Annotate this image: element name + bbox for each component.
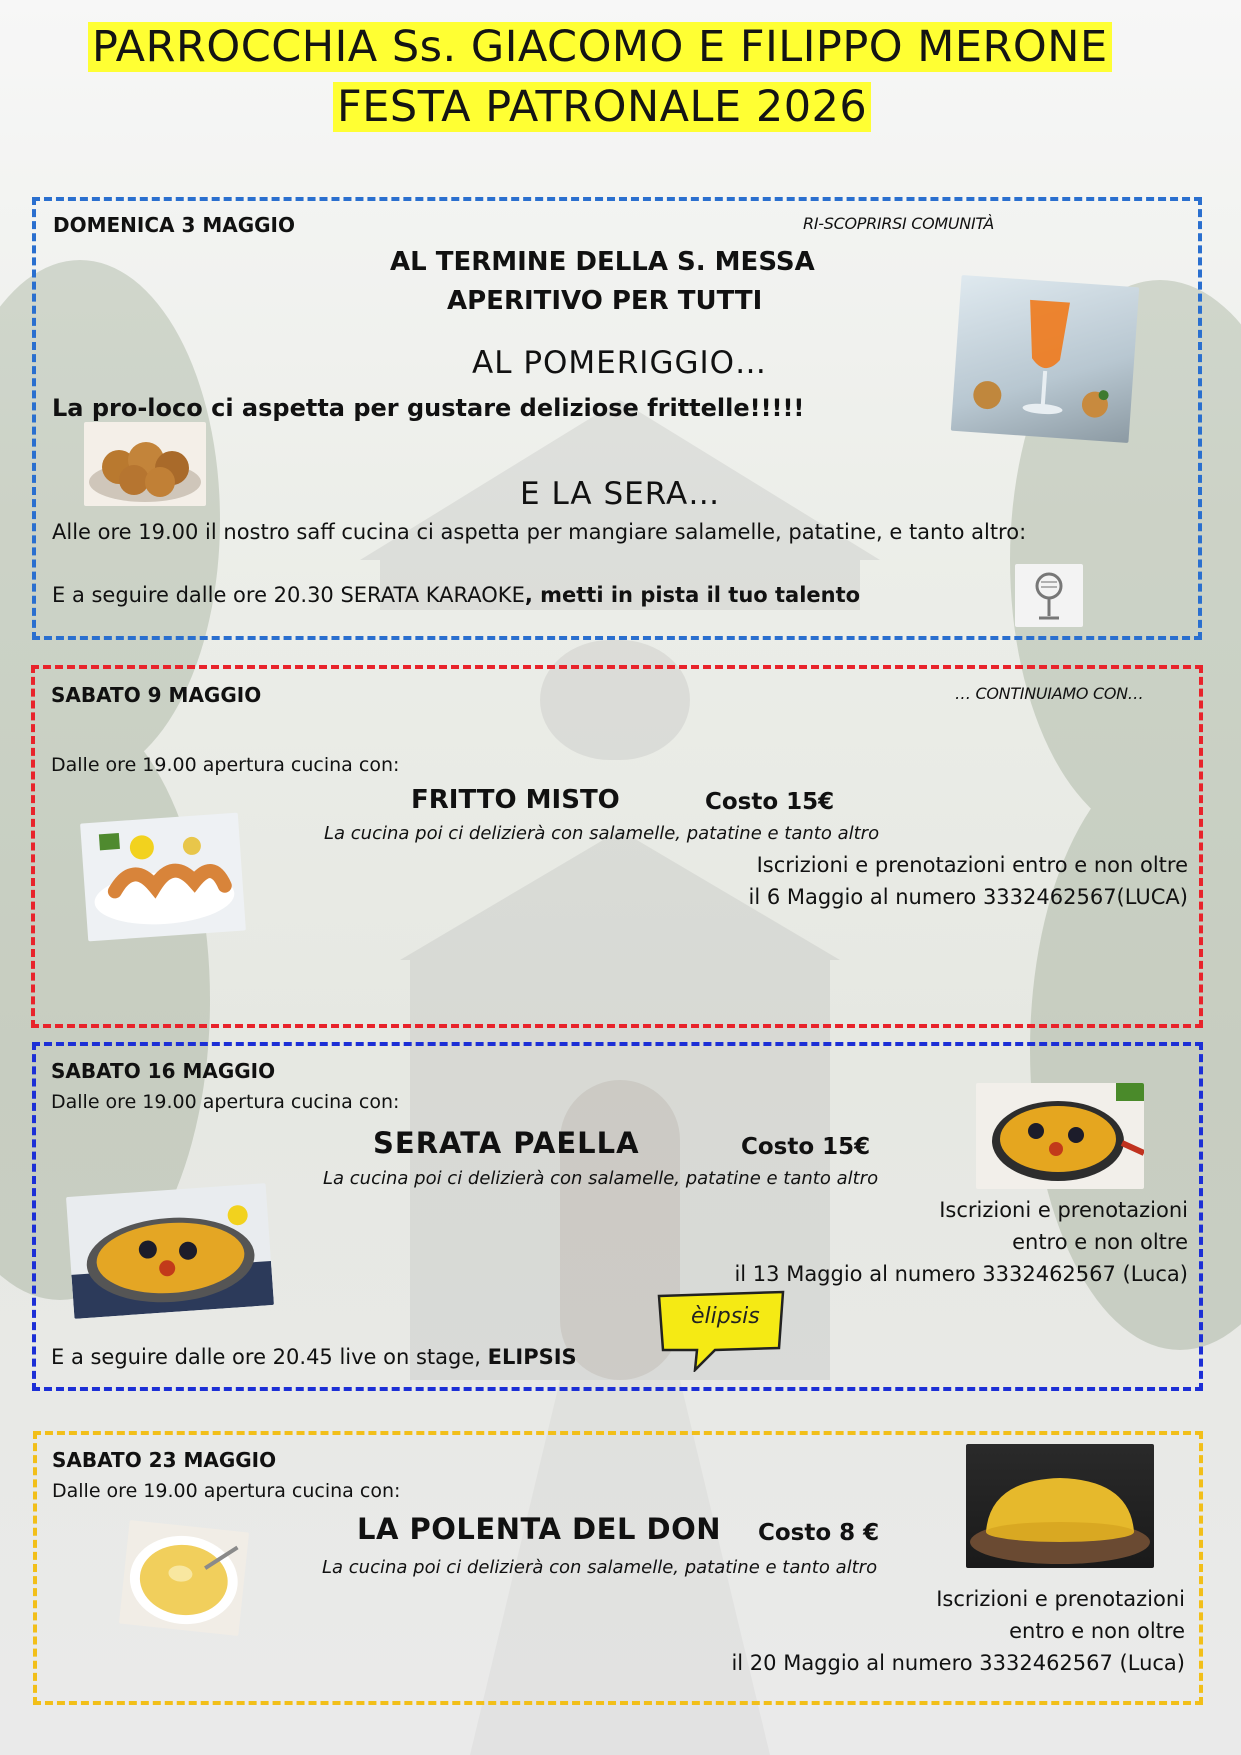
event-intro: Dalle ore 19.00 apertura cucina con: xyxy=(51,754,400,776)
event-date: SABATO 23 MAGGIO xyxy=(52,1448,277,1472)
dish-name: LA POLENTA DEL DON xyxy=(357,1512,722,1546)
event-extra: La cucina poi ci delizierà con salamelle, patatine e tanto altro xyxy=(323,1168,879,1189)
booking-text: Iscrizioni e prenotazioni xyxy=(936,1587,1185,1611)
paella-image xyxy=(976,1083,1144,1189)
event-heading: APERITIVO PER TUTTI xyxy=(447,286,763,316)
dish-name: SERATA PAELLA xyxy=(373,1126,640,1160)
event-intro: Dalle ore 19.00 apertura cucina con: xyxy=(52,1480,401,1502)
event-intro: Dalle ore 19.00 apertura cucina con: xyxy=(51,1091,400,1113)
event-extra: La cucina poi ci delizierà con salamelle, patatine e tanto altro xyxy=(322,1557,878,1578)
aperitivo-spritz-image xyxy=(951,275,1139,443)
event-tagline: … CONTINUIAMO CON… xyxy=(955,684,1144,703)
dish-cost: Costo 8 € xyxy=(758,1520,880,1546)
event-text: Alle ore 19.00 il nostro saff cucina ci aspetta per mangiare salamelle, patatine, e tanto altro: xyxy=(52,520,1027,544)
fritto-misto-image xyxy=(80,813,246,942)
booking-text: il 13 Maggio al numero 3332462567 (Luca) xyxy=(734,1262,1188,1286)
elipsis-band-logo xyxy=(655,1290,787,1372)
event-tagline: RI-SCOPRIRSI COMUNITÀ xyxy=(803,214,995,233)
paella-image xyxy=(66,1183,274,1319)
event-date: DOMENICA 3 MAGGIO xyxy=(53,213,296,237)
page-subtitle: FESTA PATRONALE 2026 xyxy=(333,82,871,132)
booking-text: il 20 Maggio al numero 3332462567 (Luca) xyxy=(731,1651,1185,1675)
polenta-image xyxy=(119,1520,249,1636)
booking-text: entro e non oltre xyxy=(1012,1230,1188,1254)
logo-text: èlipsis xyxy=(691,1304,760,1329)
booking-text: Iscrizioni e prenotazioni xyxy=(939,1198,1188,1222)
frittelle-image xyxy=(84,422,206,506)
section-heading-evening: E LA SERA… xyxy=(520,476,721,512)
event-text: E a seguire dalle ore 20.45 live on stage, ELIPSIS xyxy=(51,1345,577,1369)
dish-cost: Costo 15€ xyxy=(705,789,835,815)
polenta-image xyxy=(966,1444,1154,1568)
event-extra: La cucina poi ci delizierà con salamelle, patatine e tanto altro xyxy=(324,823,880,844)
event-date: SABATO 16 MAGGIO xyxy=(51,1059,276,1083)
booking-text: il 6 Maggio al numero 3332462567(LUCA) xyxy=(748,885,1188,909)
event-heading: AL TERMINE DELLA S. MESSA xyxy=(390,247,815,277)
microphone-icon xyxy=(1015,564,1083,627)
page-title: PARROCCHIA Ss. GIACOMO E FILIPPO MERONE xyxy=(88,22,1112,72)
dish-cost: Costo 15€ xyxy=(741,1134,871,1160)
event-text: La pro-loco ci aspetta per gustare deliziose frittelle!!!!! xyxy=(52,394,805,422)
event-text: E a seguire dalle ore 20.30 SERATA KARAOKE, metti in pista il tuo talento xyxy=(52,583,861,607)
booking-text: entro e non oltre xyxy=(1009,1619,1185,1643)
event-date: SABATO 9 MAGGIO xyxy=(51,683,262,707)
section-heading-afternoon: AL POMERIGGIO… xyxy=(472,345,768,381)
booking-text: Iscrizioni e prenotazioni entro e non oltre xyxy=(756,853,1188,877)
dish-name: FRITTO MISTO xyxy=(411,785,620,815)
